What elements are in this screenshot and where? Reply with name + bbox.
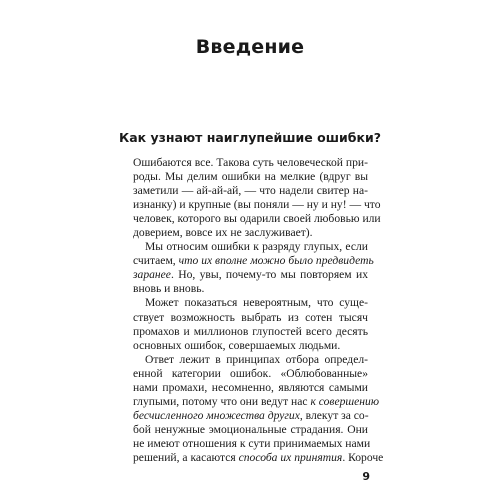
paragraph-1 (133, 156, 381, 240)
text-run: глупыми, потому что они ведут нас (133, 394, 311, 408)
text-line: вновь и вновь. (133, 282, 205, 296)
text-run: . Но, увы, почему-то мы повторяем их (170, 268, 368, 282)
page-number: 9 (362, 470, 370, 483)
italic-run: к совершению (310, 394, 380, 408)
paragraph-2 (133, 240, 374, 296)
text-line: человек, которого вы одарили своей любовью или (133, 212, 381, 226)
text-run: решений, а касаются (133, 450, 239, 464)
text-line: основных ошибок, совершаемых людьми. (133, 338, 341, 352)
text-line: енной категории ошибок. «Облюбованные» (133, 366, 368, 380)
text-line: Ошибаются все. Такова суть человеческой при- (133, 156, 368, 169)
text-line: заметили — ай-ай-ай, — что надели свитер на- (133, 184, 368, 198)
italic-run: способа их принятия (238, 450, 343, 464)
paragraph-4 (133, 352, 384, 465)
italic-run: заранее (133, 268, 171, 282)
body-text (133, 156, 384, 465)
text-line: роды. Мы делим ошибки на мелкие (вдруг вы (133, 170, 368, 184)
paragraph-3 (133, 296, 368, 352)
italic-run: что их вполне можно было предвидеть (178, 254, 374, 268)
text-line: ствует возможность выбрать из сотен тысяч (133, 310, 368, 324)
text-line: нами промахи, несомненно, являются самыми (133, 380, 368, 394)
text-line (133, 254, 374, 268)
text-line: доверием, вовсе их не заслуживает). (133, 226, 313, 240)
text-run: . Короче (342, 450, 384, 464)
section-heading: Как узнают наиглупейшие ошибки? (119, 130, 381, 145)
italic-run: бесчисленного множества других (133, 408, 300, 422)
text-run: , влекут за со- (299, 408, 369, 422)
text-line: Мы относим ошибки к разряду глупых, если (145, 240, 368, 254)
chapter-title: Введение (195, 36, 305, 58)
text-line: промахов и миллионов глупостей всего десять (133, 324, 368, 338)
text-line: Может показаться невероятным, что суще- (145, 296, 368, 310)
text-run: считаем, (133, 254, 179, 268)
text-line: не имеют отношения к сути принимаемых нами (133, 436, 371, 450)
text-line (133, 268, 368, 282)
text-line (133, 394, 380, 409)
text-line (133, 409, 368, 423)
text-line: Ответ лежит в принципах отбора определ- (145, 352, 368, 366)
text-line (133, 450, 384, 465)
text-line: бой ненужные эмоциональные страдания. Они (133, 422, 368, 436)
text-line: изнанку) и крупные (вы поняли — ну и ну! — что (133, 198, 381, 212)
